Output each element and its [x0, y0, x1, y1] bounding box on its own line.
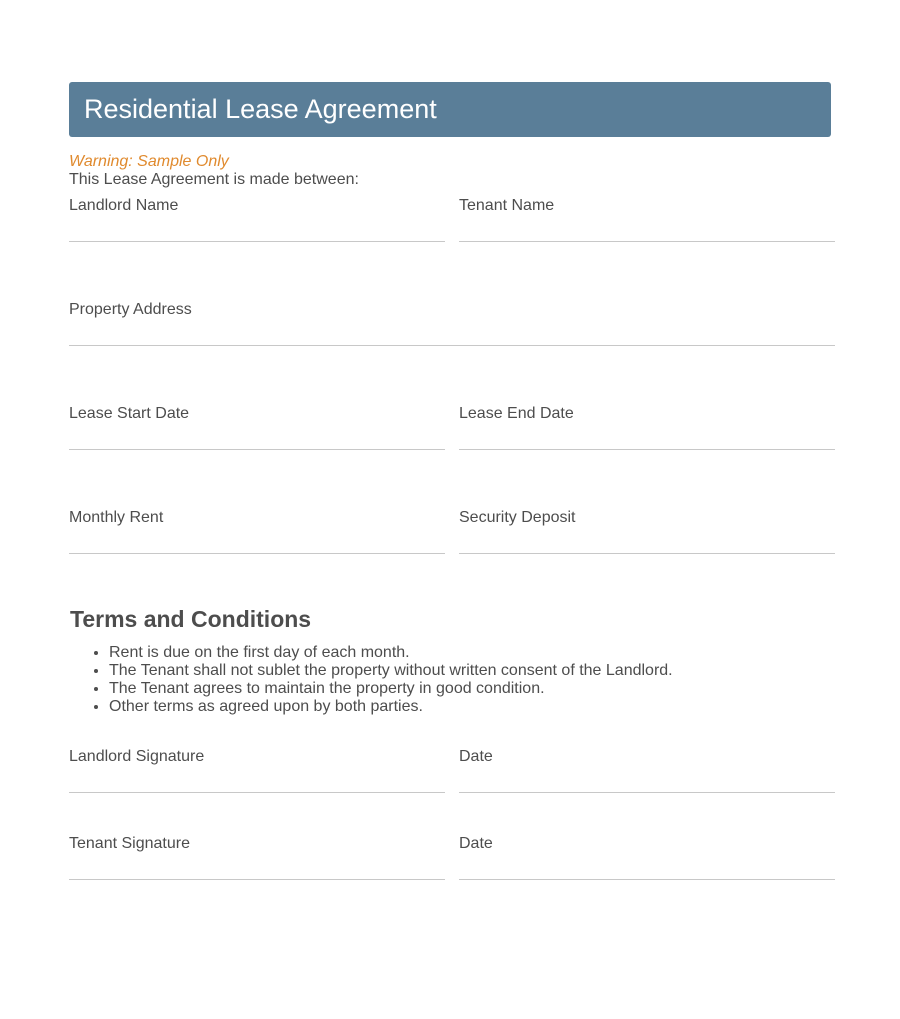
landlord-date-input[interactable] [459, 792, 835, 793]
property-address-label: Property Address [69, 301, 192, 318]
landlord-date-field [459, 748, 835, 793]
landlord-name-label: Landlord Name [69, 197, 179, 214]
landlord-signature-row [69, 748, 835, 793]
tenant-date-field [459, 835, 835, 880]
tenant-signature-field [69, 835, 445, 880]
tenant-name-label: Tenant Name [459, 197, 555, 214]
tenant-signature-row [69, 835, 835, 880]
address-row [69, 301, 835, 346]
landlord-signature-label: Landlord Signature [69, 748, 205, 765]
list-item: • Other terms as agreed upon by both parties. [109, 698, 835, 716]
landlord-signature-input[interactable] [69, 792, 445, 793]
lease-end-date-input[interactable] [459, 449, 835, 450]
terms-heading: Terms and Conditions [70, 606, 312, 632]
lease-end-date-label: Lease End Date [459, 405, 574, 422]
page-header [69, 82, 831, 137]
parties-row [69, 197, 835, 242]
security-deposit-label: Security Deposit [459, 509, 576, 526]
property-address-input[interactable] [69, 345, 835, 346]
tenant-date-label: Date [459, 835, 493, 852]
lease-form [69, 82, 835, 880]
dates-row [69, 405, 835, 450]
tenant-signature-label: Tenant Signature [69, 835, 190, 852]
sample-warning: Warning: Sample Only [69, 153, 229, 170]
security-deposit-field [459, 509, 835, 554]
landlord-signature-field [69, 748, 445, 793]
landlord-name-input[interactable] [69, 241, 445, 242]
lease-start-date-label: Lease Start Date [69, 405, 190, 422]
lease-start-date-field [69, 405, 445, 450]
tenant-signature-input[interactable] [69, 879, 445, 880]
lease-start-date-input[interactable] [69, 449, 445, 450]
security-deposit-input[interactable] [459, 553, 835, 554]
list-item: • Rent is due on the first day of each month. [109, 644, 835, 662]
tenant-name-field [459, 197, 835, 242]
landlord-name-field [69, 197, 445, 242]
payment-row [69, 509, 835, 554]
terms-list [69, 644, 835, 716]
monthly-rent-input[interactable] [69, 553, 445, 554]
monthly-rent-field [69, 509, 445, 554]
list-item: • The Tenant agrees to maintain the property in good condition. [109, 680, 835, 698]
property-address-field [69, 301, 835, 346]
page-title: Residential Lease Agreement [84, 94, 437, 124]
intro-text: This Lease Agreement is made between: [69, 171, 359, 188]
lease-end-date-field [459, 405, 835, 450]
monthly-rent-label: Monthly Rent [69, 509, 164, 526]
tenant-name-input[interactable] [459, 241, 835, 242]
list-item: • The Tenant shall not sublet the property without written consent of the Landlord. [109, 662, 835, 680]
landlord-date-label: Date [459, 748, 493, 765]
tenant-date-input[interactable] [459, 879, 835, 880]
